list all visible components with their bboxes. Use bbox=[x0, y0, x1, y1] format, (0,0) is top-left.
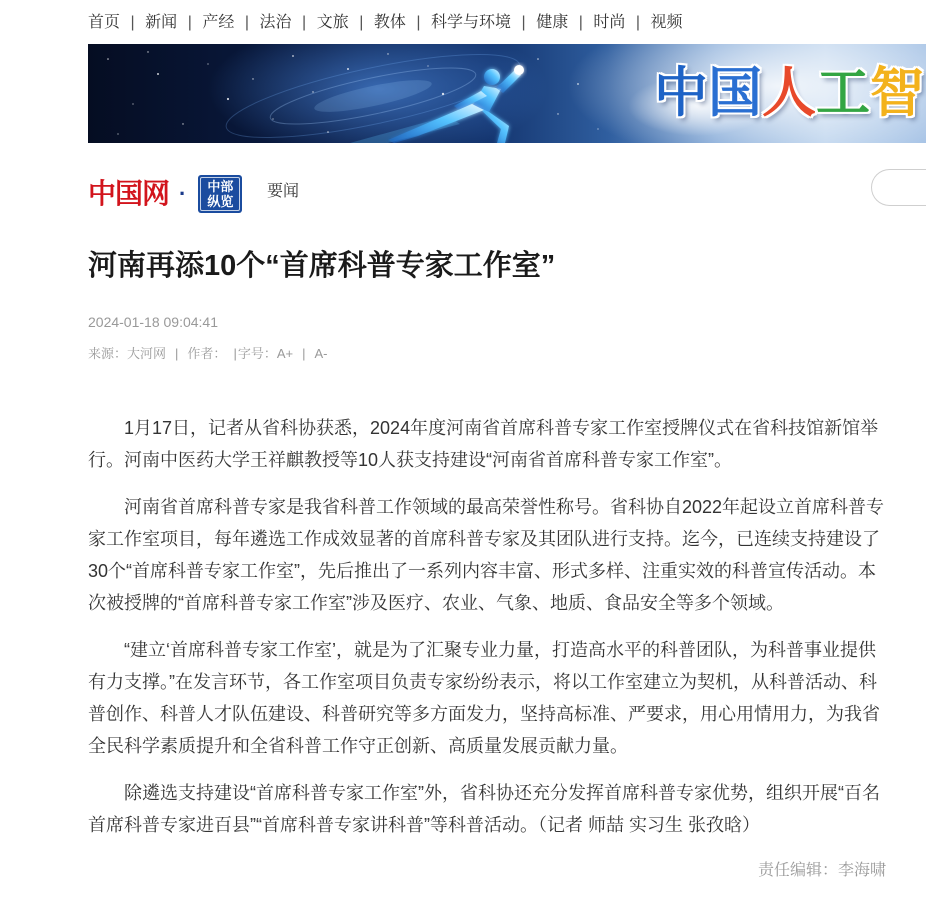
banner-title-char: 中 bbox=[654, 63, 708, 123]
nav-item-fashion[interactable]: 时尚 bbox=[593, 14, 626, 31]
nav-item-law[interactable]: 法治 bbox=[259, 14, 292, 31]
figure-head bbox=[484, 69, 500, 85]
site-logo-text: 中国网 bbox=[88, 177, 170, 210]
nav-separator: | bbox=[244, 14, 250, 31]
channel-badge-line: 中部 bbox=[207, 179, 234, 194]
publish-datetime: 2024-01-18 09:04:41 bbox=[88, 314, 218, 330]
channel-badge-line: 纵览 bbox=[207, 194, 234, 209]
banner-title-char: 国 bbox=[708, 63, 762, 123]
figure-glowing-hand bbox=[514, 65, 524, 75]
article-meta bbox=[88, 345, 328, 363]
channel-badge bbox=[198, 175, 242, 213]
banner-title-char: 工 bbox=[816, 63, 870, 123]
nav-separator: | bbox=[635, 14, 641, 31]
nav-item-science-environment[interactable]: 科学与环境 bbox=[431, 14, 512, 31]
source-name: 大河网 bbox=[127, 346, 167, 361]
banner-title-char: 人 bbox=[762, 63, 816, 123]
nav-item-news[interactable]: 新闻 bbox=[145, 14, 178, 31]
article-paragraph: 1月17日，记者从省科协获悉，2024年度河南省首席科普专家工作室授牌仪式在省科技馆新馆举行。河南中医药大学王祥麒教授等10人获支持建设“河南省首席科普专家工作室”。 bbox=[88, 418, 879, 470]
nav-separator: | bbox=[130, 14, 135, 31]
meta-separator: | bbox=[175, 346, 179, 361]
font-increase-button[interactable]: A+ bbox=[276, 346, 294, 361]
nav-separator: | bbox=[302, 14, 307, 31]
top-nav bbox=[88, 11, 683, 35]
section-link-top-news[interactable]: 要闻 bbox=[267, 183, 300, 200]
source-label: 来源： bbox=[88, 346, 128, 361]
search-input[interactable] bbox=[871, 169, 926, 206]
nav-separator: | bbox=[521, 14, 526, 31]
font-size-label: 字号： bbox=[237, 346, 277, 361]
nav-item-education-sports[interactable]: 教体 bbox=[373, 14, 406, 31]
responsible-editor bbox=[88, 861, 886, 881]
nav-item-health[interactable]: 健康 bbox=[536, 14, 569, 31]
article-body bbox=[88, 412, 886, 881]
nav-item-video[interactable]: 视频 bbox=[650, 14, 683, 31]
logo-separator: · bbox=[179, 181, 187, 206]
nav-separator: | bbox=[187, 14, 192, 31]
editor-name: 李海啸 bbox=[837, 862, 886, 879]
nav-separator: | bbox=[359, 14, 364, 31]
font-decrease-button[interactable]: A- bbox=[314, 346, 328, 361]
article-title: 河南再添10个“首席科普专家工作室” bbox=[88, 250, 556, 282]
nav-item-industry[interactable]: 产经 bbox=[202, 14, 235, 31]
article-paragraph: 河南省首席科普专家是我省科普工作领域的最高荣誉性称号。省科协自2022年起设立首席科普专家工作室项目，每年遴选工作成效显著的首席科普专家及其团队进行支持。迄今，已连续支持建设了30个“首席科普专家工作室”，先后推出了一系列内容丰富、形式多样、注重实效的科普宣传活动。本次被授牌的“首席科普专家工作室”涉及医疗、农业、气象、地质、食品安全等多个领域。 bbox=[88, 497, 885, 613]
nav-separator: | bbox=[416, 14, 421, 31]
nav-item-home[interactable]: 首页 bbox=[88, 14, 121, 31]
banner-title bbox=[654, 61, 924, 125]
banner-title-char: 智 bbox=[870, 63, 924, 123]
nav-item-culture-tourism[interactable]: 文旅 bbox=[316, 14, 349, 31]
ai-banner[interactable] bbox=[88, 44, 926, 143]
editor-label: 责任编辑： bbox=[757, 862, 838, 879]
site-logo[interactable] bbox=[88, 171, 242, 217]
author-label: 作者： bbox=[187, 346, 227, 361]
article-paragraph: 除遴选支持建设“首席科普专家工作室”外，省科协还充分发挥首席科普专家优势，组织开展“百名首席科普专家进百县”“首席科普专家讲科普”等科普活动。（记者 师喆 实习生 张孜晗） bbox=[88, 783, 880, 835]
meta-separator: | bbox=[233, 346, 237, 361]
article-paragraph: “建立‘首席科普专家工作室’，就是为了汇聚专业力量，打造高水平的科普团队，为科普事业提供有力支撑。”在发言环节，各工作室项目负责专家纷纷表示，将以工作室建立为契机，从科普活动、科普创作、科普人才队伍建设、科普研究等多方面发力，坚持高标准、严要求，用心用情用力，为我省全民科学素质提升和全省科普工作守正创新、高质量发展贡献力量。 bbox=[88, 640, 880, 756]
meta-separator: | bbox=[302, 346, 306, 361]
channel-badge-frame bbox=[200, 177, 240, 211]
nav-separator: | bbox=[578, 14, 583, 31]
